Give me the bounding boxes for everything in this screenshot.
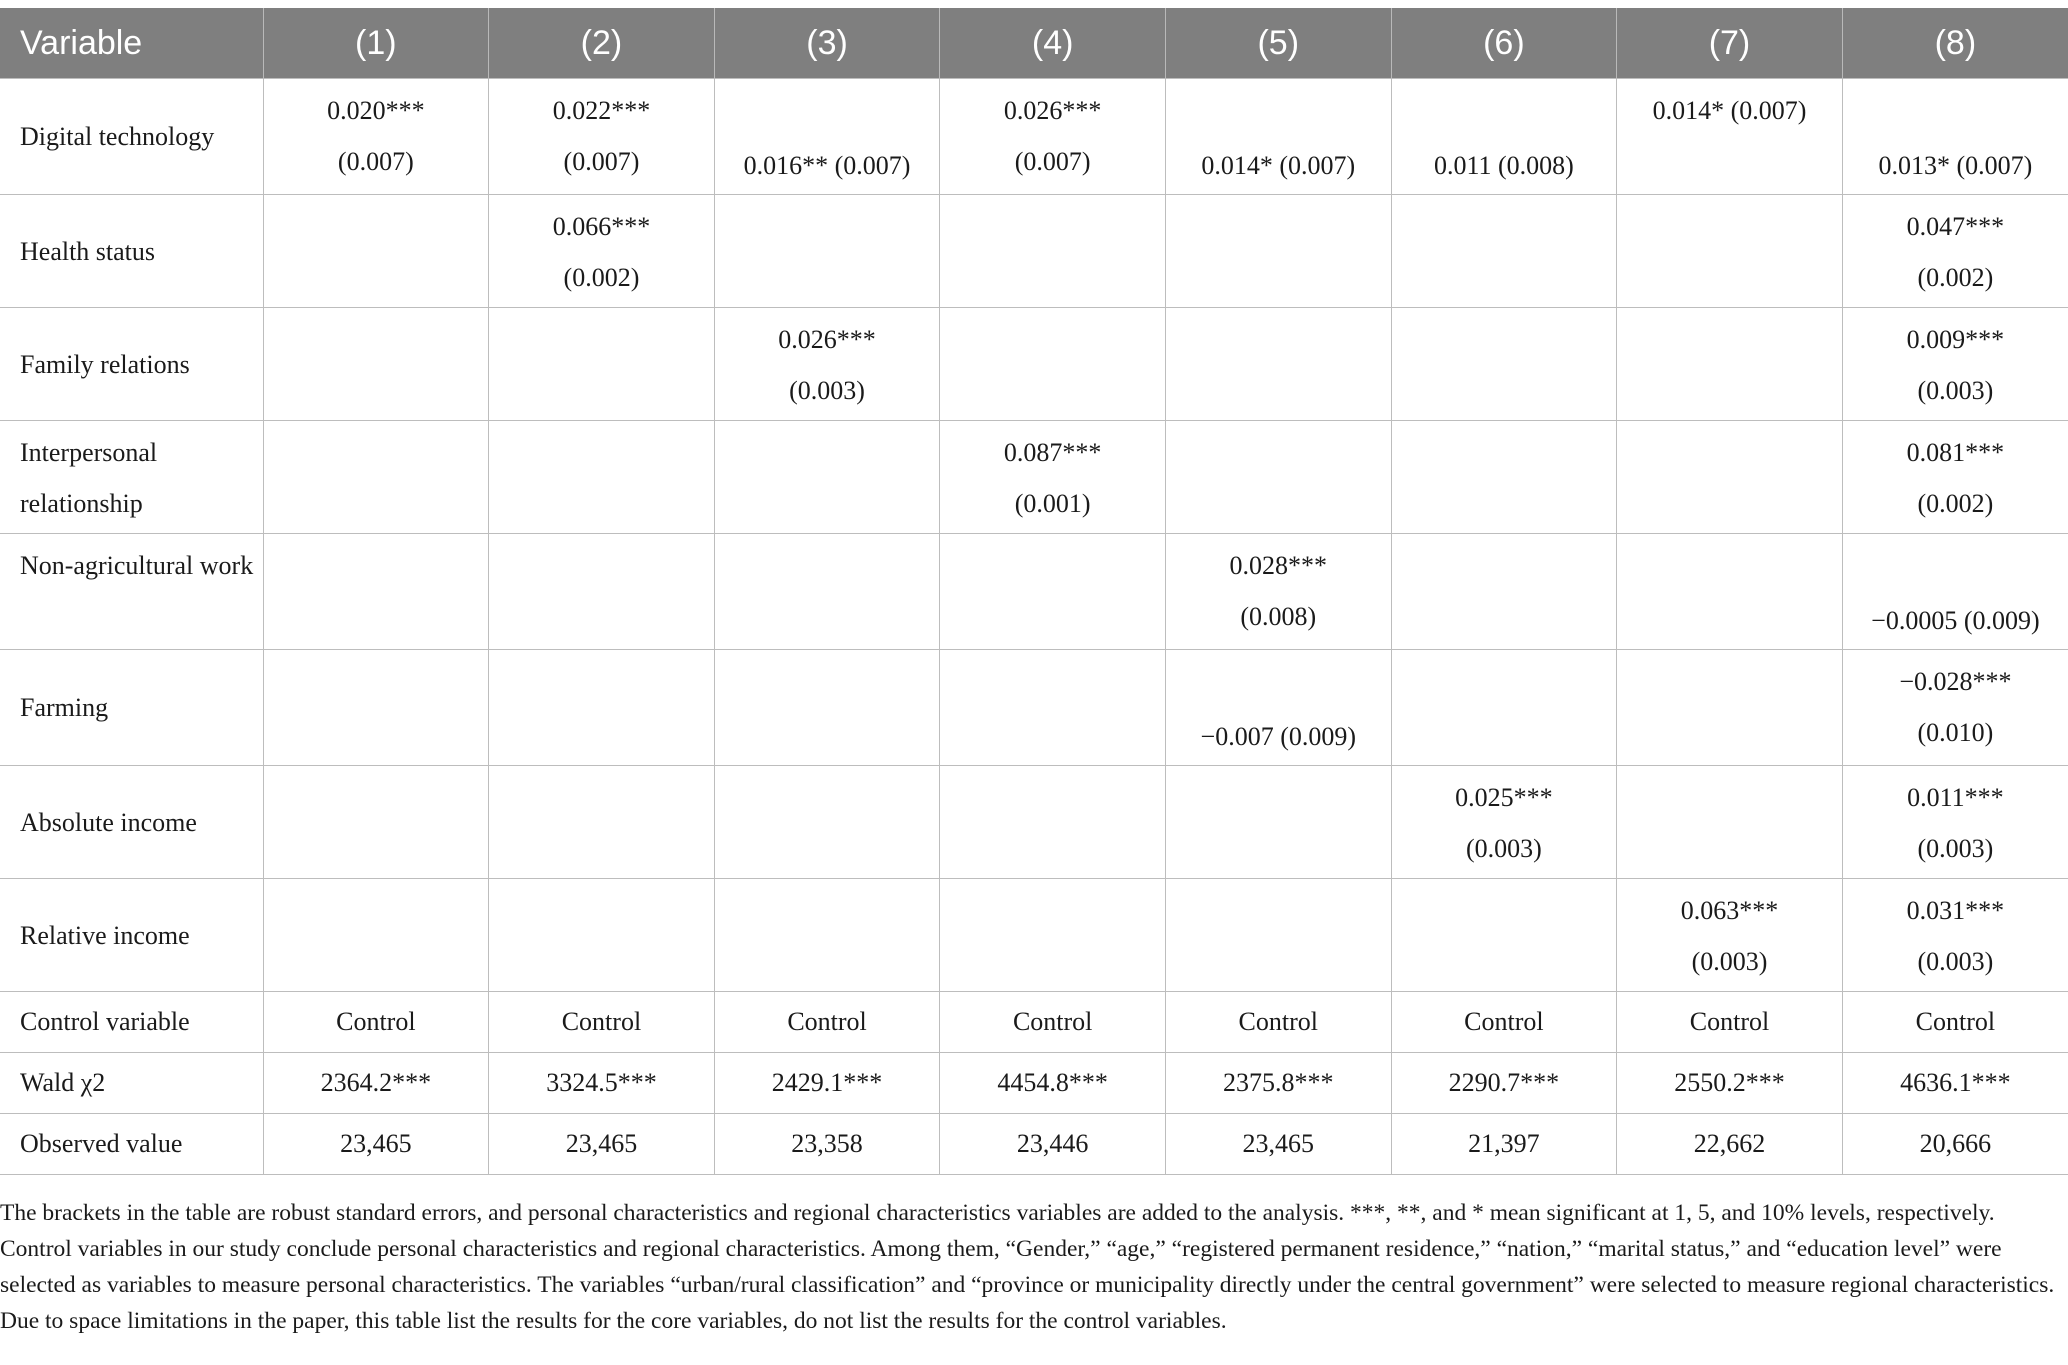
table-cell (1391, 421, 1617, 534)
table-cell: Control (1842, 992, 2068, 1053)
se-line: (0.010) (1917, 718, 1994, 747)
table-cell (1617, 79, 1843, 195)
table-cell (1842, 534, 2068, 650)
table-cell (263, 650, 489, 766)
table-row (0, 879, 2068, 992)
table-cell: Control (714, 992, 940, 1053)
row-label-text: Interpersonal relationship (20, 438, 158, 518)
table-cell (489, 879, 715, 992)
table-row (0, 534, 2068, 650)
se-line: (0.007) (1014, 147, 1091, 176)
se-line: (0.007) (563, 147, 640, 176)
table-cell: 23,358 (714, 1114, 940, 1175)
se-line: 0.014* (0.007) (1201, 151, 1356, 180)
table-cell (1617, 534, 1843, 650)
row-label: Relative income (0, 879, 263, 992)
table-cell (714, 195, 940, 308)
table-cell (263, 534, 489, 650)
table-cell: Control (263, 992, 489, 1053)
table-cell (1842, 421, 2068, 534)
table-cell (1617, 879, 1843, 992)
header-cell-model: (1) (263, 8, 489, 79)
row-label: Observed value (0, 1114, 263, 1175)
table-cell: 2375.8*** (1165, 1053, 1391, 1114)
coef-line: 0.081*** (1906, 438, 2005, 467)
table-cell (714, 879, 940, 992)
table-cell (714, 534, 940, 650)
se-line: (0.003) (1917, 376, 1994, 405)
table-row (0, 650, 2068, 766)
se-line: (0.003) (1917, 947, 1994, 976)
row-label (0, 421, 263, 534)
table-cell (1165, 195, 1391, 308)
se-line: −0.0005 (0.009) (1871, 606, 2040, 635)
header-cell-model: (7) (1617, 8, 1843, 79)
table-cell (1617, 421, 1843, 534)
table-cell: Control (1165, 992, 1391, 1053)
table-row-observed (0, 1114, 2068, 1175)
table-cell: 23,446 (940, 1114, 1166, 1175)
header-cell-model: (5) (1165, 8, 1391, 79)
row-label: Family relations (0, 308, 263, 421)
table-cell (1391, 650, 1617, 766)
coef-line: 0.011*** (1907, 783, 2004, 812)
table-cell (1165, 766, 1391, 879)
coef-line: 0.020*** (327, 96, 425, 125)
table-cell: Control (1391, 992, 1617, 1053)
table-cell (940, 195, 1166, 308)
table-cell: 4636.1*** (1842, 1053, 2068, 1114)
table-row-control (0, 992, 2068, 1053)
table-cell (263, 308, 489, 421)
coef-line: 0.025*** (1455, 783, 1553, 812)
table-cell (1391, 195, 1617, 308)
table-cell (1842, 79, 2068, 195)
table-cell (940, 650, 1166, 766)
table-cell (1842, 879, 2068, 992)
se-line: (0.003) (789, 376, 865, 405)
table-cell (1842, 766, 2068, 879)
row-label: Health status (0, 195, 263, 308)
table-cell (940, 766, 1166, 879)
table-cell (1842, 308, 2068, 421)
row-label-text: Non-agricultural work (20, 551, 254, 580)
table-cell: 4454.8*** (940, 1053, 1166, 1114)
table-cell: 20,666 (1842, 1114, 2068, 1175)
se-line: (0.002) (1917, 489, 1994, 518)
table-cell (489, 534, 715, 650)
table-cell (714, 766, 940, 879)
header-cell-model: (6) (1391, 8, 1617, 79)
coef-line: 0.063*** (1680, 896, 1779, 925)
table-cell (1165, 79, 1391, 195)
table-cell (1391, 766, 1617, 879)
table-cell: Control (489, 992, 715, 1053)
header-cell-model: (2) (489, 8, 715, 79)
table-cell (1165, 308, 1391, 421)
table-cell (1165, 650, 1391, 766)
table-cell: Control (940, 992, 1166, 1053)
coef-line: 0.047*** (1906, 212, 2005, 241)
se-line: (0.002) (1917, 263, 1994, 292)
table-cell (489, 79, 715, 195)
table-cell: 2429.1*** (714, 1053, 940, 1114)
row-label: Farming (0, 650, 263, 766)
table-cell (1842, 195, 2068, 308)
row-label: Digital technology (0, 79, 263, 195)
table-cell (714, 308, 940, 421)
table-footnote: The brackets in the table are robust standard errors, and personal characteristics and regional characteristics variables are added to the analysis. ***, **, and * mean significant at 1, 5, and 10% levels, respectively. Control variables in our study conclude personal characteristics and regional characteristics. Among them, “Gender,” “age,” “registered permanent residence,” “nation,” “marital status,” and “education level” were selected as variables to measure personal characteristics. The variables “urban/rural classification” and “province or municipality directly under the central government” were selected to measure regional characteristics. Due to space limitations in the paper, this table list the results for the core variables, do not list the results for the control variables. (0, 1199, 2055, 1334)
regression-results-table (0, 8, 2068, 1175)
table-cell (263, 879, 489, 992)
regression-table-container (0, 8, 2068, 1175)
table-cell (489, 650, 715, 766)
se-line: (0.007) (337, 147, 414, 176)
coef-line: 0.026*** (778, 325, 876, 354)
se-line: (0.008) (1240, 602, 1317, 631)
table-cell: 3324.5*** (489, 1053, 715, 1114)
coef-line: 0.009*** (1906, 325, 2005, 354)
table-cell (489, 766, 715, 879)
header-cell-model: (3) (714, 8, 940, 79)
table-cell (940, 879, 1166, 992)
table-cell (940, 79, 1166, 195)
table-cell: Control (1617, 992, 1843, 1053)
table-cell (1391, 308, 1617, 421)
table-cell (714, 650, 940, 766)
coef-line: 0.031*** (1906, 896, 2005, 925)
table-cell (263, 421, 489, 534)
table-cell (714, 79, 940, 195)
coef-line: −0.028*** (1899, 667, 2012, 696)
se-line: 0.013* (0.007) (1878, 151, 2033, 180)
se-line: (0.003) (1691, 947, 1768, 976)
table-cell (1165, 421, 1391, 534)
table-cell (263, 195, 489, 308)
coef-line: 0.028*** (1229, 551, 1328, 580)
coef-line: 0.087*** (1003, 438, 1102, 467)
row-label: Wald χ2 (0, 1053, 263, 1114)
table-row-wald (0, 1053, 2068, 1114)
table-cell (1391, 879, 1617, 992)
table-row (0, 79, 2068, 195)
coef-line: 0.066*** (552, 212, 651, 241)
se-line: −0.007 (0.009) (1200, 722, 1357, 751)
row-label: Absolute income (0, 766, 263, 879)
table-cell: 21,397 (1391, 1114, 1617, 1175)
table-row (0, 195, 2068, 308)
table-cell (1165, 534, 1391, 650)
se-line: 0.016** (0.007) (743, 151, 911, 180)
se-line: 0.011 (0.008) (1433, 151, 1574, 180)
table-cell (263, 766, 489, 879)
table-cell (489, 308, 715, 421)
se-line: (0.002) (563, 263, 640, 292)
table-cell (1165, 879, 1391, 992)
table-cell (940, 421, 1166, 534)
table-cell: 2290.7*** (1391, 1053, 1617, 1114)
table-cell (263, 79, 489, 195)
table-cell: 23,465 (1165, 1114, 1391, 1175)
table-cell (714, 421, 940, 534)
se-line: (0.003) (1465, 834, 1542, 863)
table-cell: 2550.2*** (1617, 1053, 1843, 1114)
table-cell (1391, 534, 1617, 650)
row-label (0, 534, 263, 650)
table-cell (489, 421, 715, 534)
table-row (0, 421, 2068, 534)
table-cell (940, 308, 1166, 421)
table-cell (1391, 79, 1617, 195)
table-cell: 23,465 (489, 1114, 715, 1175)
table-cell: 23,465 (263, 1114, 489, 1175)
se-line: (0.001) (1014, 489, 1091, 518)
row-label: Control variable (0, 992, 263, 1053)
table-cell (940, 534, 1166, 650)
table-row (0, 766, 2068, 879)
header-cell-model: (8) (1842, 8, 2068, 79)
table-header-row (0, 8, 2068, 79)
table-cell: 2364.2*** (263, 1053, 489, 1114)
table-cell (1617, 766, 1843, 879)
header-cell-variable: Variable (0, 8, 263, 79)
coef-line: 0.022*** (552, 96, 651, 125)
table-cell (489, 195, 715, 308)
se-line: (0.003) (1917, 834, 1994, 863)
coef-line: 0.026*** (1003, 96, 1102, 125)
table-cell (1617, 308, 1843, 421)
header-cell-model: (4) (940, 8, 1166, 79)
table-cell (1617, 650, 1843, 766)
table-row (0, 308, 2068, 421)
table-cell (1842, 650, 2068, 766)
table-cell (1617, 195, 1843, 308)
coef-line: 0.014* (0.007) (1652, 96, 1807, 125)
table-cell: 22,662 (1617, 1114, 1843, 1175)
